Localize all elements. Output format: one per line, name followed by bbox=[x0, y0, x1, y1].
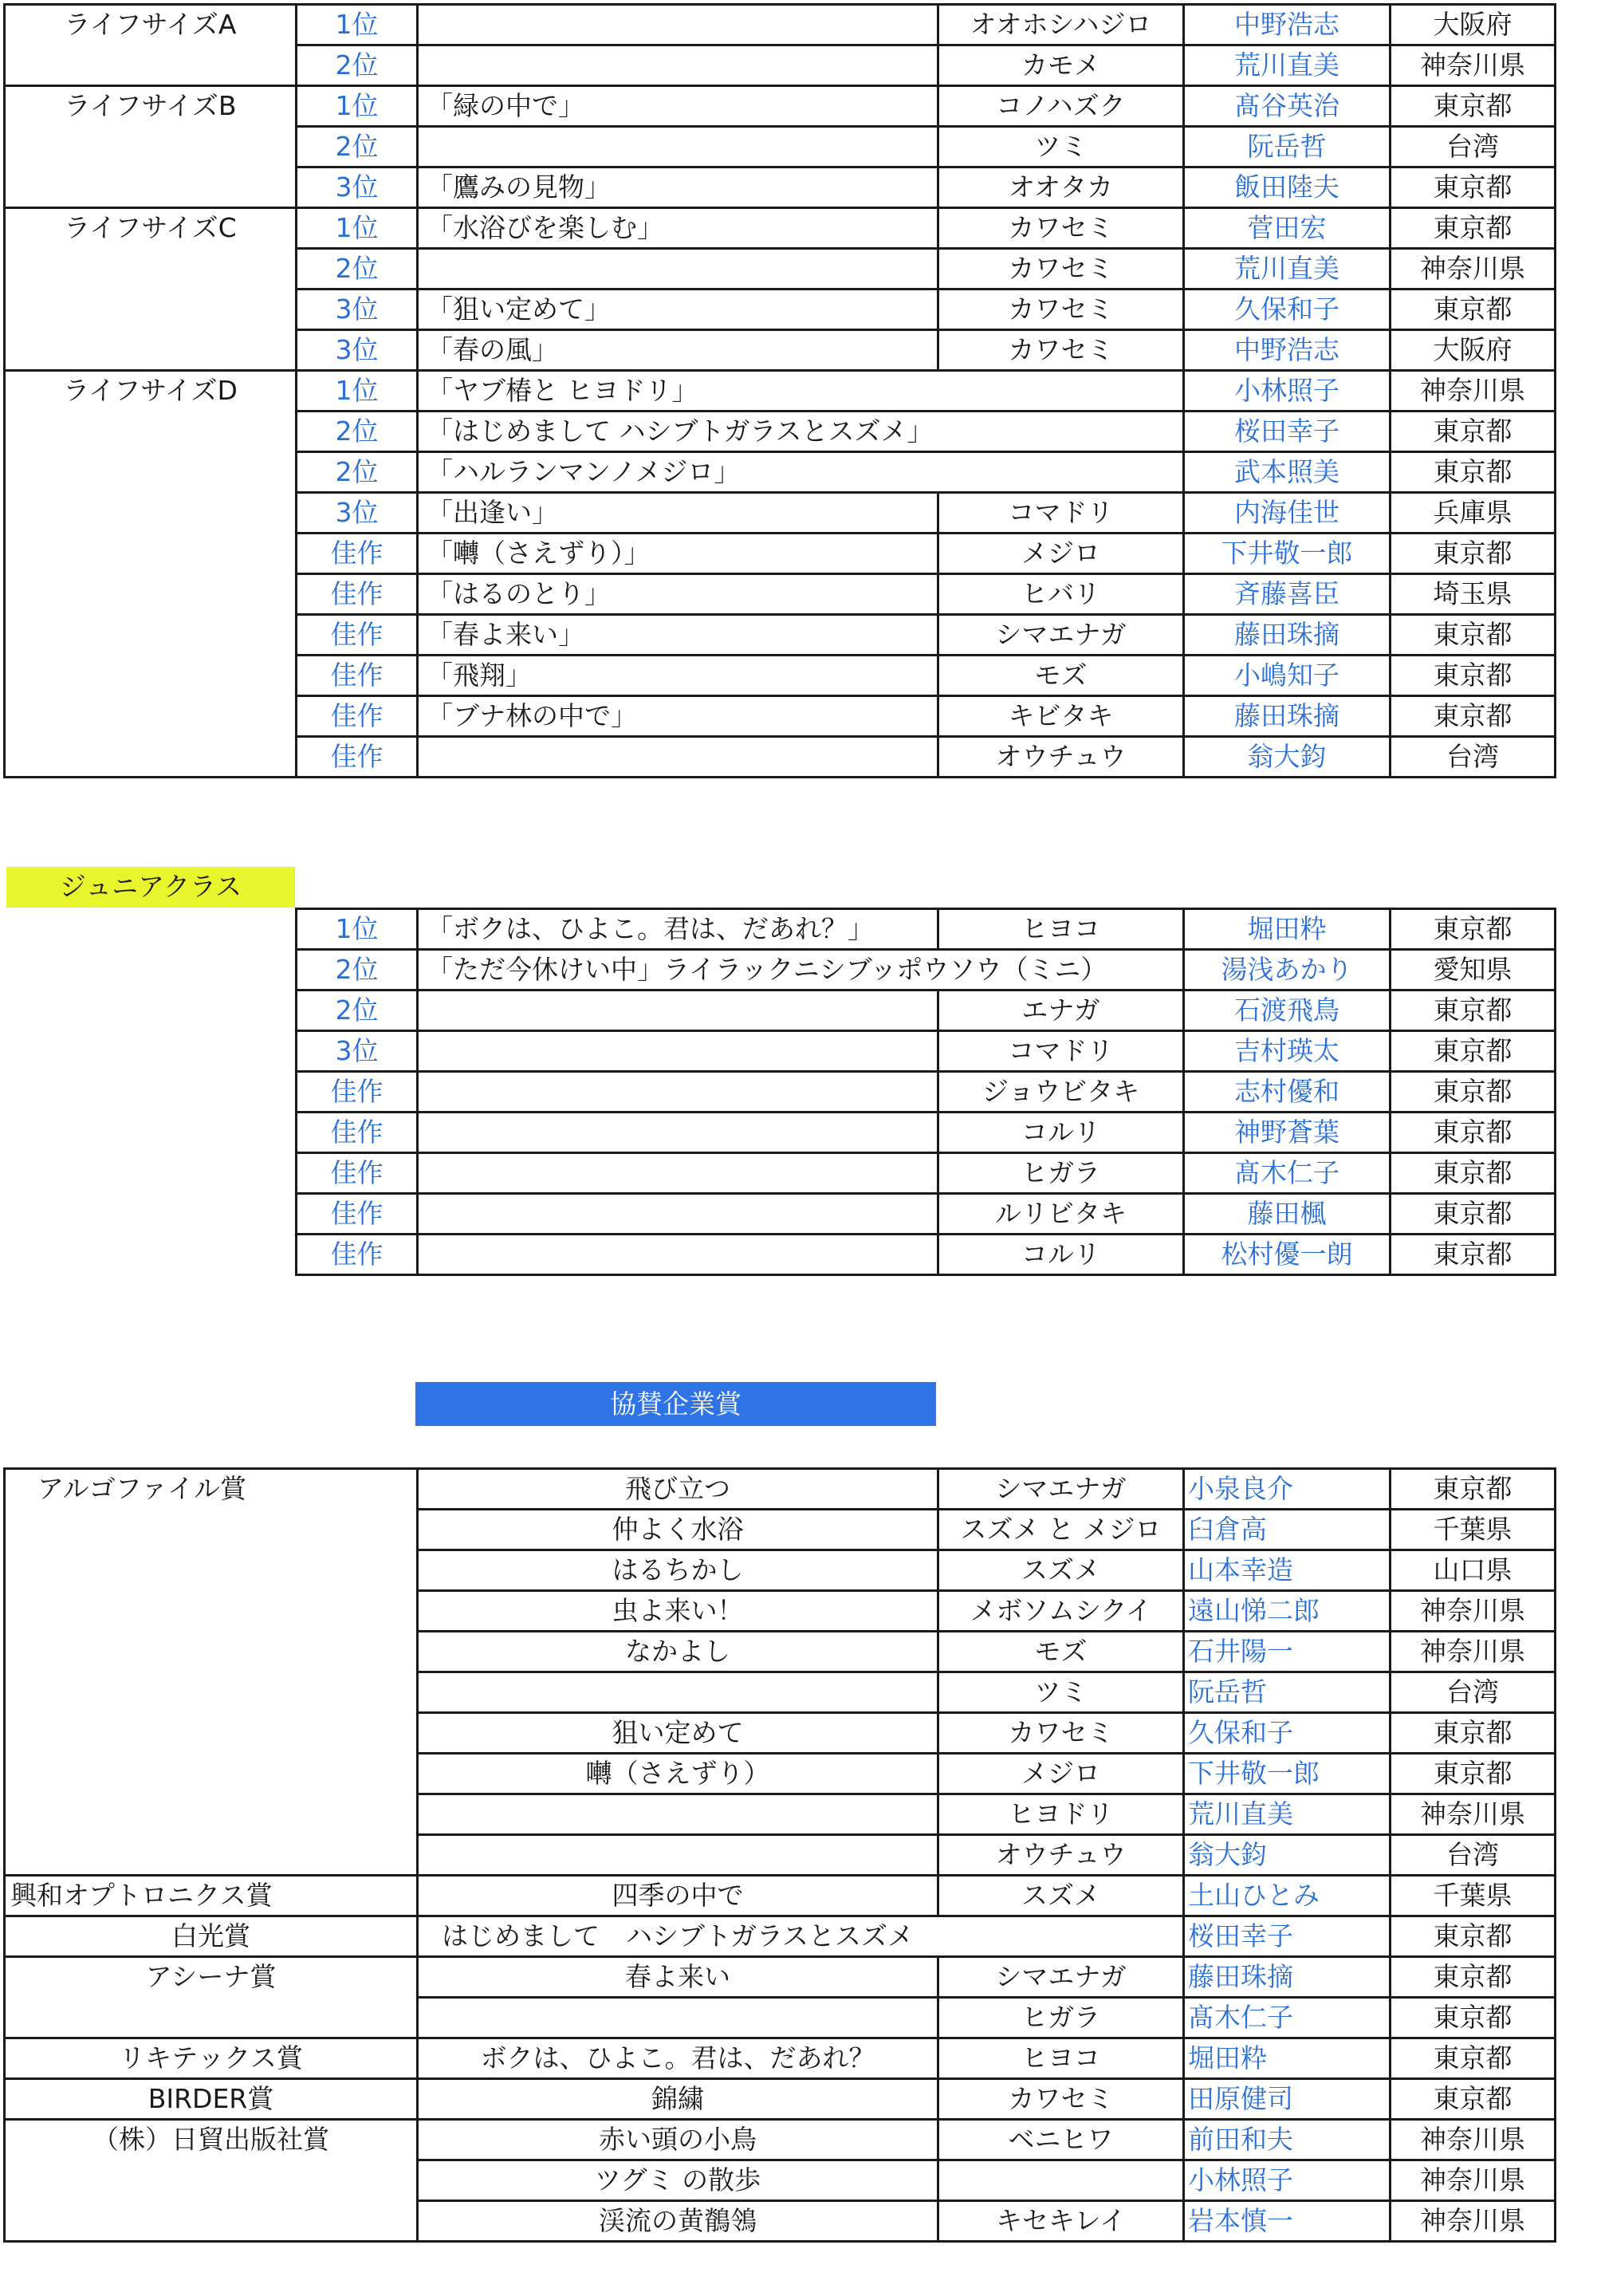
category-cell: ライフサイズA bbox=[5, 5, 297, 86]
photographer-cell: 久保和子 bbox=[1184, 1713, 1391, 1754]
table-row bbox=[5, 86, 1556, 127]
prefecture-cell: 神奈川県 bbox=[1391, 2120, 1556, 2160]
bird-cell bbox=[938, 412, 1184, 452]
photographer-cell: 藤田珠摘 bbox=[1184, 615, 1391, 656]
photographer-cell: 下井敬一郎 bbox=[1184, 1754, 1391, 1794]
table-row bbox=[5, 208, 1556, 249]
title-cell bbox=[418, 1235, 938, 1275]
title-cell bbox=[418, 1998, 938, 2038]
title-cell: はるちかし bbox=[418, 1550, 938, 1591]
title-cell bbox=[418, 1194, 938, 1235]
title-cell: 「ハルランマンノメジロ」 bbox=[418, 452, 938, 493]
award-cell: リキテックス賞 bbox=[5, 2038, 418, 2079]
photographer-cell: 岩本慎一 bbox=[1184, 2201, 1391, 2242]
bird-cell: ベニヒワ bbox=[938, 2120, 1184, 2160]
prefecture-cell: 東京都 bbox=[1391, 615, 1556, 656]
junior-class-label: ジュニアクラス bbox=[6, 867, 295, 908]
rank-cell: 佳作 bbox=[297, 1235, 418, 1275]
title-cell: 「囀（さえずり）」 bbox=[418, 534, 938, 574]
bird-cell: モズ bbox=[938, 1632, 1184, 1672]
rank-cell: 2位 bbox=[297, 950, 418, 990]
title-cell bbox=[418, 45, 938, 86]
photographer-cell: 斉藤喜臣 bbox=[1184, 574, 1391, 615]
photographer-cell: 翁大鈞 bbox=[1184, 737, 1391, 778]
bird-cell: ジョウビタキ bbox=[938, 1072, 1184, 1113]
prefecture-cell: 埼玉県 bbox=[1391, 574, 1556, 615]
title-cell: 錦繍 bbox=[418, 2079, 938, 2120]
title-cell: 「出逢い」 bbox=[418, 493, 938, 534]
photographer-cell: 前田和夫 bbox=[1184, 2120, 1391, 2160]
title-cell bbox=[418, 1672, 938, 1713]
title-cell: 「はじめまして ハシブトガラスとスズメ」 bbox=[418, 412, 938, 452]
title-cell: 虫よ来い！ bbox=[418, 1591, 938, 1632]
rank-cell: 3位 bbox=[297, 330, 418, 371]
bird-cell: シマエナガ bbox=[938, 615, 1184, 656]
prefecture-cell: 神奈川県 bbox=[1391, 249, 1556, 289]
award-cell: アルゴファイル賞 bbox=[5, 1469, 418, 1876]
photographer-cell: 阮岳哲 bbox=[1184, 127, 1391, 167]
photographer-cell: 藤田珠摘 bbox=[1184, 1957, 1391, 1998]
prefecture-cell: 東京都 bbox=[1391, 1235, 1556, 1275]
prefecture-cell: 東京都 bbox=[1391, 1754, 1556, 1794]
table-row bbox=[297, 1194, 1556, 1235]
award-cell: （株）日貿出版社賞 bbox=[5, 2120, 418, 2242]
bird-cell bbox=[938, 1916, 1184, 1957]
title-cell bbox=[418, 249, 938, 289]
prefecture-cell: 東京都 bbox=[1391, 1153, 1556, 1194]
bird-cell: オウチュウ bbox=[938, 737, 1184, 778]
table-row bbox=[5, 2079, 1556, 2120]
prefecture-cell: 東京都 bbox=[1391, 656, 1556, 696]
prefecture-cell: 台湾 bbox=[1391, 1672, 1556, 1713]
rank-cell: 3位 bbox=[297, 1031, 418, 1072]
bird-cell: カワセミ bbox=[938, 249, 1184, 289]
title-cell: 四季の中で bbox=[418, 1876, 938, 1916]
bird-cell: ヒヨコ bbox=[938, 2038, 1184, 2079]
title-cell bbox=[418, 1153, 938, 1194]
photographer-cell: 中野浩志 bbox=[1184, 330, 1391, 371]
bird-cell: エナガ bbox=[938, 990, 1184, 1031]
title-cell: 「ボクは、ひよこ。君は、だあれ？」 bbox=[418, 909, 938, 950]
bird-cell: モズ bbox=[938, 656, 1184, 696]
bird-cell: コマドリ bbox=[938, 1031, 1184, 1072]
bird-cell: ヒヨドリ bbox=[938, 1794, 1184, 1835]
rank-cell: 佳作 bbox=[297, 615, 418, 656]
prefecture-cell: 東京都 bbox=[1391, 1031, 1556, 1072]
bird-cell: オオホシハジロ bbox=[938, 5, 1184, 45]
photographer-cell: 石井陽一 bbox=[1184, 1632, 1391, 1672]
photographer-cell: 藤田珠摘 bbox=[1184, 696, 1391, 737]
table-row bbox=[5, 5, 1556, 45]
prefecture-cell: 千葉県 bbox=[1391, 1876, 1556, 1916]
title-cell: はじめまして ハシブトガラスとスズメ bbox=[418, 1916, 938, 1957]
bird-cell bbox=[938, 371, 1184, 412]
sponsor-award-label: 協賛企業賞 bbox=[415, 1382, 936, 1426]
prefecture-cell: 東京都 bbox=[1391, 167, 1556, 208]
bird-cell: メジロ bbox=[938, 1754, 1184, 1794]
award-cell: アシーナ賞 bbox=[5, 1957, 418, 2038]
prefecture-cell: 大阪府 bbox=[1391, 5, 1556, 45]
prefecture-cell: 東京都 bbox=[1391, 1469, 1556, 1510]
table-row bbox=[5, 1876, 1556, 1916]
photographer-cell: 土山ひとみ bbox=[1184, 1876, 1391, 1916]
bird-cell: カワセミ bbox=[938, 208, 1184, 249]
photographer-cell: 藤田楓 bbox=[1184, 1194, 1391, 1235]
title-cell: 「ブナ林の中で」 bbox=[418, 696, 938, 737]
photographer-cell: 吉村瑛太 bbox=[1184, 1031, 1391, 1072]
photographer-cell: 石渡飛鳥 bbox=[1184, 990, 1391, 1031]
title-cell: 仲よく水浴 bbox=[418, 1510, 938, 1550]
bird-cell: シマエナガ bbox=[938, 1957, 1184, 1998]
bird-cell: カワセミ bbox=[938, 2079, 1184, 2120]
prefecture-cell: 台湾 bbox=[1391, 127, 1556, 167]
prefecture-cell: 東京都 bbox=[1391, 909, 1556, 950]
rank-cell: 1位 bbox=[297, 5, 418, 45]
title-cell: 「狙い定めて」 bbox=[418, 289, 938, 330]
table-row bbox=[297, 1153, 1556, 1194]
rank-cell: 2位 bbox=[297, 990, 418, 1031]
prefecture-cell: 神奈川県 bbox=[1391, 2160, 1556, 2201]
photographer-cell: 堀田粋 bbox=[1184, 909, 1391, 950]
table-row bbox=[5, 1916, 1556, 1957]
main-results-table bbox=[3, 3, 1556, 778]
rank-cell: 1位 bbox=[297, 208, 418, 249]
photographer-cell: 小林照子 bbox=[1184, 371, 1391, 412]
prefecture-cell: 東京都 bbox=[1391, 1957, 1556, 1998]
prefecture-cell: 東京都 bbox=[1391, 1072, 1556, 1113]
prefecture-cell: 東京都 bbox=[1391, 2038, 1556, 2079]
title-cell: 狙い定めて bbox=[418, 1713, 938, 1754]
prefecture-cell: 東京都 bbox=[1391, 208, 1556, 249]
bird-cell: カワセミ bbox=[938, 1713, 1184, 1754]
award-cell: 興和オプトロニクス賞 bbox=[5, 1876, 418, 1916]
prefecture-cell: 東京都 bbox=[1391, 412, 1556, 452]
prefecture-cell: 千葉県 bbox=[1391, 1510, 1556, 1550]
prefecture-cell: 東京都 bbox=[1391, 990, 1556, 1031]
rank-cell: 佳作 bbox=[297, 737, 418, 778]
bird-cell: カワセミ bbox=[938, 289, 1184, 330]
table-row bbox=[297, 1031, 1556, 1072]
title-cell bbox=[418, 127, 938, 167]
prefecture-cell: 台湾 bbox=[1391, 1835, 1556, 1876]
photographer-cell: 飯田陸夫 bbox=[1184, 167, 1391, 208]
bird-cell: スズメ bbox=[938, 1876, 1184, 1916]
photographer-cell: 遠山悌二郎 bbox=[1184, 1591, 1391, 1632]
photographer-cell: 神野蒼葉 bbox=[1184, 1113, 1391, 1153]
table-row bbox=[297, 950, 1556, 990]
title-cell bbox=[418, 1113, 938, 1153]
photographer-cell: 堀田粋 bbox=[1184, 2038, 1391, 2079]
table-row bbox=[5, 1469, 1556, 1510]
rank-cell: 2位 bbox=[297, 45, 418, 86]
sponsor-awards-table bbox=[3, 1467, 1556, 2243]
prefecture-cell: 東京都 bbox=[1391, 289, 1556, 330]
bird-cell bbox=[938, 452, 1184, 493]
title-cell: なかよし bbox=[418, 1632, 938, 1672]
prefecture-cell: 愛知県 bbox=[1391, 950, 1556, 990]
bird-cell: スズメ と メジロ bbox=[938, 1510, 1184, 1550]
category-cell: ライフサイズD bbox=[5, 371, 297, 778]
photographer-cell: 荒川直美 bbox=[1184, 45, 1391, 86]
photographer-cell: 武本照美 bbox=[1184, 452, 1391, 493]
rank-cell: 2位 bbox=[297, 127, 418, 167]
title-cell: 渓流の黄鶺鴒 bbox=[418, 2201, 938, 2242]
bird-cell: カワセミ bbox=[938, 330, 1184, 371]
award-cell: 白光賞 bbox=[5, 1916, 418, 1957]
rank-cell: 佳作 bbox=[297, 1153, 418, 1194]
rank-cell: 佳作 bbox=[297, 574, 418, 615]
title-cell bbox=[418, 737, 938, 778]
title-cell: 「ただ今休けい中」ライラックニシブッポウソウ（ミニ） bbox=[418, 950, 938, 990]
rank-cell: 3位 bbox=[297, 289, 418, 330]
bird-cell: ヒバリ bbox=[938, 574, 1184, 615]
photographer-cell: 志村優和 bbox=[1184, 1072, 1391, 1113]
bird-cell: ツミ bbox=[938, 127, 1184, 167]
prefecture-cell: 東京都 bbox=[1391, 1998, 1556, 2038]
rank-cell: 2位 bbox=[297, 412, 418, 452]
prefecture-cell: 大阪府 bbox=[1391, 330, 1556, 371]
category-cell: ライフサイズB bbox=[5, 86, 297, 208]
table-row bbox=[297, 990, 1556, 1031]
title-cell bbox=[418, 990, 938, 1031]
prefecture-cell: 神奈川県 bbox=[1391, 1794, 1556, 1835]
rank-cell: 1位 bbox=[297, 909, 418, 950]
prefecture-cell: 東京都 bbox=[1391, 86, 1556, 127]
table-row bbox=[5, 1957, 1556, 1998]
prefecture-cell: 山口県 bbox=[1391, 1550, 1556, 1591]
title-cell: 赤い頭の小鳥 bbox=[418, 2120, 938, 2160]
photographer-cell: 翁大鈞 bbox=[1184, 1835, 1391, 1876]
table-row bbox=[5, 371, 1556, 412]
photographer-cell: 小泉良介 bbox=[1184, 1469, 1391, 1510]
bird-cell: オウチュウ bbox=[938, 1835, 1184, 1876]
bird-cell: コノハズク bbox=[938, 86, 1184, 127]
bird-cell: カモメ bbox=[938, 45, 1184, 86]
bird-cell: コルリ bbox=[938, 1113, 1184, 1153]
title-cell: 「はるのとり」 bbox=[418, 574, 938, 615]
title-cell: 「緑の中で」 bbox=[418, 86, 938, 127]
bird-cell bbox=[938, 2160, 1184, 2201]
rank-cell: 2位 bbox=[297, 452, 418, 493]
rank-cell: 佳作 bbox=[297, 1113, 418, 1153]
photographer-cell: 髙木仁子 bbox=[1184, 1153, 1391, 1194]
rank-cell: 1位 bbox=[297, 371, 418, 412]
prefecture-cell: 神奈川県 bbox=[1391, 1632, 1556, 1672]
prefecture-cell: 神奈川県 bbox=[1391, 2201, 1556, 2242]
bird-cell: コルリ bbox=[938, 1235, 1184, 1275]
photographer-cell: 髙谷英治 bbox=[1184, 86, 1391, 127]
table-row bbox=[297, 1072, 1556, 1113]
photographer-cell: 小林照子 bbox=[1184, 2160, 1391, 2201]
rank-cell: 3位 bbox=[297, 493, 418, 534]
prefecture-cell: 東京都 bbox=[1391, 1194, 1556, 1235]
prefecture-cell: 神奈川県 bbox=[1391, 45, 1556, 86]
title-cell bbox=[418, 1794, 938, 1835]
prefecture-cell: 神奈川県 bbox=[1391, 371, 1556, 412]
bird-cell: シマエナガ bbox=[938, 1469, 1184, 1510]
photographer-cell: 髙木仁子 bbox=[1184, 1998, 1391, 2038]
bird-cell: ヒヨコ bbox=[938, 909, 1184, 950]
title-cell: 「飛翔」 bbox=[418, 656, 938, 696]
prefecture-cell: 東京都 bbox=[1391, 1713, 1556, 1754]
bird-cell: ツミ bbox=[938, 1672, 1184, 1713]
title-cell: ツグミ の散歩 bbox=[418, 2160, 938, 2201]
prefecture-cell: 東京都 bbox=[1391, 1113, 1556, 1153]
table-row bbox=[5, 2120, 1556, 2160]
title-cell bbox=[418, 1835, 938, 1876]
photographer-cell: 内海佳世 bbox=[1184, 493, 1391, 534]
photographer-cell: 久保和子 bbox=[1184, 289, 1391, 330]
photographer-cell: 湯浅あかり bbox=[1184, 950, 1391, 990]
rank-cell: 3位 bbox=[297, 167, 418, 208]
prefecture-cell: 台湾 bbox=[1391, 737, 1556, 778]
photographer-cell: 松村優一朗 bbox=[1184, 1235, 1391, 1275]
title-cell: 「春の風」 bbox=[418, 330, 938, 371]
bird-cell: ヒガラ bbox=[938, 1153, 1184, 1194]
rank-cell: 佳作 bbox=[297, 696, 418, 737]
prefecture-cell: 東京都 bbox=[1391, 452, 1556, 493]
rank-cell: 佳作 bbox=[297, 656, 418, 696]
title-cell bbox=[418, 1031, 938, 1072]
table-row bbox=[5, 2038, 1556, 2079]
title-cell: 囀（さえずり） bbox=[418, 1754, 938, 1794]
title-cell: 「鷹みの見物」 bbox=[418, 167, 938, 208]
prefecture-cell: 神奈川県 bbox=[1391, 1591, 1556, 1632]
bird-cell: コマドリ bbox=[938, 493, 1184, 534]
award-cell: BIRDER賞 bbox=[5, 2079, 418, 2120]
rank-cell: 1位 bbox=[297, 86, 418, 127]
photographer-cell: 桜田幸子 bbox=[1184, 412, 1391, 452]
prefecture-cell: 東京都 bbox=[1391, 1916, 1556, 1957]
title-cell: ボクは、ひよこ。君は、だあれ？ bbox=[418, 2038, 938, 2079]
photographer-cell: 小嶋知子 bbox=[1184, 656, 1391, 696]
category-cell: ライフサイズC bbox=[5, 208, 297, 371]
photographer-cell: 荒川直美 bbox=[1184, 249, 1391, 289]
photographer-cell: 菅田宏 bbox=[1184, 208, 1391, 249]
photographer-cell: 田原健司 bbox=[1184, 2079, 1391, 2120]
prefecture-cell: 東京都 bbox=[1391, 2079, 1556, 2120]
table-row bbox=[297, 1235, 1556, 1275]
bird-cell: メボソムシクイ bbox=[938, 1591, 1184, 1632]
title-cell: 「ヤブ椿と ヒヨドリ」 bbox=[418, 371, 938, 412]
title-cell bbox=[418, 1072, 938, 1113]
title-cell: 飛び立つ bbox=[418, 1469, 938, 1510]
bird-cell: キビタキ bbox=[938, 696, 1184, 737]
bird-cell: スズメ bbox=[938, 1550, 1184, 1591]
photographer-cell: 阮岳哲 bbox=[1184, 1672, 1391, 1713]
photographer-cell: 中野浩志 bbox=[1184, 5, 1391, 45]
photographer-cell: 荒川直美 bbox=[1184, 1794, 1391, 1835]
bird-cell: ヒガラ bbox=[938, 1998, 1184, 2038]
rank-cell: 佳作 bbox=[297, 1072, 418, 1113]
prefecture-cell: 東京都 bbox=[1391, 696, 1556, 737]
bird-cell: ルリビタキ bbox=[938, 1194, 1184, 1235]
prefecture-cell: 兵庫県 bbox=[1391, 493, 1556, 534]
photographer-cell: 山本幸造 bbox=[1184, 1550, 1391, 1591]
bird-cell: オオタカ bbox=[938, 167, 1184, 208]
junior-results-table bbox=[295, 908, 1556, 1276]
table-row bbox=[297, 909, 1556, 950]
rank-cell: 2位 bbox=[297, 249, 418, 289]
photographer-cell: 桜田幸子 bbox=[1184, 1916, 1391, 1957]
title-cell bbox=[418, 5, 938, 45]
rank-cell: 佳作 bbox=[297, 1194, 418, 1235]
photographer-cell: 臼倉高 bbox=[1184, 1510, 1391, 1550]
title-cell: 「春よ来い」 bbox=[418, 615, 938, 656]
bird-cell: キセキレイ bbox=[938, 2201, 1184, 2242]
bird-cell: メジロ bbox=[938, 534, 1184, 574]
photographer-cell: 下井敬一郎 bbox=[1184, 534, 1391, 574]
title-cell: 春よ来い bbox=[418, 1957, 938, 1998]
title-cell: 「水浴びを楽しむ」 bbox=[418, 208, 938, 249]
prefecture-cell: 東京都 bbox=[1391, 534, 1556, 574]
rank-cell: 佳作 bbox=[297, 534, 418, 574]
table-row bbox=[297, 1113, 1556, 1153]
